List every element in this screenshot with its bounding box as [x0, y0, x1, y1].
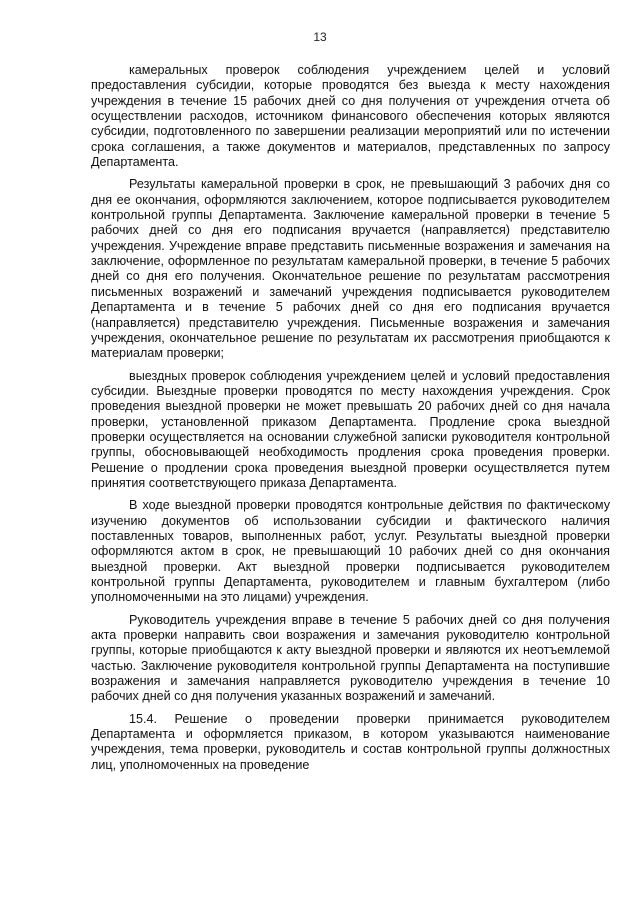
- paragraph-section-15-4: 15.4. Решение о проведении проверки принимается руководителем Департамента и оформляется приказом, в котором указываются наименование учреждения, тема проверки, руководитель и состав контрольной группы должностных лиц, уполномоченных на проведение: [91, 711, 610, 772]
- paragraph-objections: Руководитель учреждения вправе в течение 5 рабочих дней со дня получения акта проверки направить свои возражения и замечания руководителю контрольной группы, которые приобщаются к акту выездной проверки и являются их неотъемлемой частью. Заключение руководителя контрольной группы Департамента на поступившие возражения и замечания направляется руководителю учреждения в течение 10 рабочих дней со дня получения указанных возражений и замечаний.: [91, 612, 610, 704]
- paragraph-field-audit-actions: В ходе выездной проверки проводятся контрольные действия по фактическому изучению документов об использовании субсидии и фактического наличия поставленных товаров, выполненных работ, услуг. Результаты выездной проверки оформляются актом в срок, не превышающий 10 рабочих дней со дня окончания выездной проверки. Акт выездной проверки подписывается руководителем контрольной группы Департамента, руководителем и главным бухгалтером (либо уполномоченными на это лицами) учреждения.: [91, 498, 610, 605]
- paragraph-field-audits: выездных проверок соблюдения учреждением целей и условий предоставления субсидии. Выездные проверки проводятся по месту нахождения учреждения. Срок проведения выездной проверки не может превышать 20 рабочих дней со дня начала проверки, установленной приказом Департамента. Продление срока выездной проверки осуществляется на основании служебной записки руководителя контрольной группы, обосновывающей необходимость продления срока проведения проверки. Решение о продлении срока проведения выездной проверки осуществляется путем принятия соответствующего приказа Департамента.: [91, 368, 610, 490]
- paragraph-desk-audits: камеральных проверок соблюдения учреждением целей и условий предоставления субсидии, которые проводятся без выезда к месту нахождения учреждения в течение 15 рабочих дней со дня получения от учреждения отчета об осуществлении расходов, источником финансового обеспечения которых являются субсидии, подготовленного по завершении реализации мероприятий или по истечении срока соглашения, а также документов и материалов, представленных по запросу Департамента.: [91, 63, 610, 170]
- paragraph-desk-audit-results: Результаты камеральной проверки в срок, не превышающий 3 рабочих дня со дня ее окончания, оформляются заключением, которое подписывается руководителем контрольной группы Департамента. Заключение камеральной проверки в течение 5 рабочих дней со дня его подписания вручается (направляется) представителю учреждения. Учреждение вправе представить письменные возражения и замечания на заключение, оформленное по результатам камеральной проверки, в течение 5 рабочих дней со дня его получения. Окончательное решение по результатам рассмотрения письменных возражений и замечаний учреждения подписывается руководителем Департамента и в течение 5 рабочих дней со дня его подписания вручается (направляется) представителю учреждения. Письменные возражения и замечания учреждения, окончательное решение по результатам их рассмотрения приобщаются к материалам проверки;: [91, 177, 610, 361]
- page-number: 13: [313, 30, 327, 44]
- document-body: [91, 63, 610, 780]
